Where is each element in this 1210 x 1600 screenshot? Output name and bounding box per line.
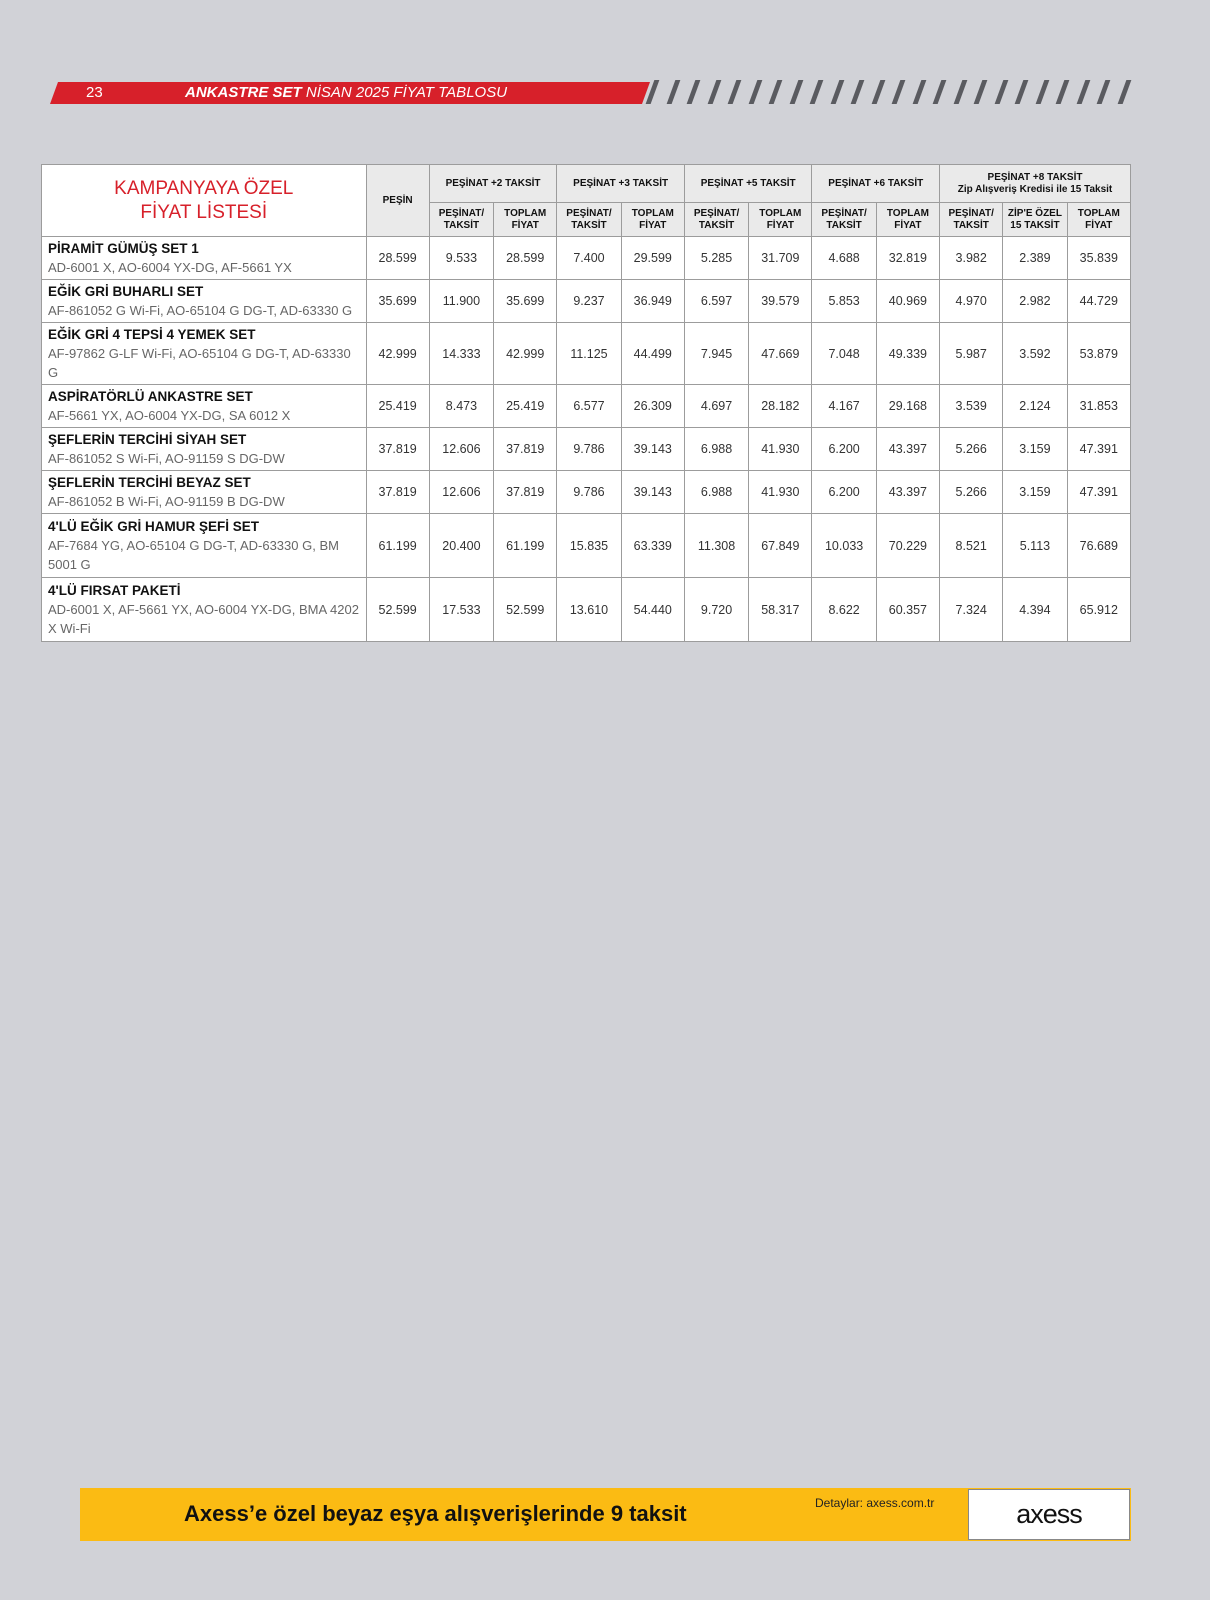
sub-header-zip: ZİP'E ÖZEL 15 TAKSİT: [1003, 203, 1067, 237]
price-cell: 9.720: [684, 578, 748, 642]
price-cell: 20.400: [429, 514, 493, 578]
price-cell: 53.879: [1067, 323, 1130, 385]
slash-mark: [830, 80, 844, 104]
price-cell: 2.124: [1003, 385, 1067, 428]
sub-header-taksit: PEŞİNAT/ TAKSİT: [812, 203, 876, 237]
price-cell: 5.853: [812, 280, 876, 323]
price-cell: 3.159: [1003, 428, 1067, 471]
price-cell: 13.610: [557, 578, 621, 642]
price-cell: 25.419: [494, 385, 557, 428]
axess-banner: [80, 1488, 1131, 1541]
group-header: PEŞİNAT +3 TAKSİT: [557, 165, 685, 203]
price-cell: 5.113: [1003, 514, 1067, 578]
price-cell: 28.182: [749, 385, 812, 428]
price-cell: 25.419: [366, 385, 429, 428]
product-cell: [42, 280, 367, 323]
price-cell: 39.143: [621, 471, 684, 514]
price-cell: 41.930: [749, 471, 812, 514]
price-cell: 10.033: [812, 514, 876, 578]
table-row: [42, 385, 1131, 428]
price-cell: 6.988: [684, 428, 748, 471]
price-cell: 61.199: [494, 514, 557, 578]
price-cell: 2.389: [1003, 237, 1067, 280]
group-header-label: PEŞİNAT +8 TAKSİT: [987, 171, 1083, 183]
price-cell: 41.930: [749, 428, 812, 471]
page-title-rest: NİSAN 2025 FİYAT TABLOSU: [301, 84, 508, 101]
price-cell: 52.599: [494, 578, 557, 642]
slash-mark: [994, 80, 1008, 104]
price-cell: 6.988: [684, 471, 748, 514]
slash-mark: [912, 80, 926, 104]
sub-header-toplam: TOPLAM FİYAT: [494, 203, 557, 237]
price-cell: 4.970: [940, 280, 1003, 323]
price-cell: 26.309: [621, 385, 684, 428]
price-cell: 7.048: [812, 323, 876, 385]
price-cell: 31.709: [749, 237, 812, 280]
product-name: ŞEFLERİN TERCİHİ BEYAZ SET: [48, 475, 251, 490]
price-cell: 47.391: [1067, 471, 1130, 514]
price-cell: 6.200: [812, 428, 876, 471]
price-cell: 11.125: [557, 323, 621, 385]
price-cell: 8.622: [812, 578, 876, 642]
price-cell: 3.159: [1003, 471, 1067, 514]
price-cell: 44.499: [621, 323, 684, 385]
slash-mark: [810, 80, 824, 104]
sub-header-toplam: TOPLAM FİYAT: [876, 203, 939, 237]
sub-header-taksit: PEŞİNAT/ TAKSİT: [940, 203, 1003, 237]
slash-mark: [666, 80, 680, 104]
price-cell: 43.397: [876, 471, 939, 514]
price-cell: 11.308: [684, 514, 748, 578]
table-row: [42, 471, 1131, 514]
price-cell: 42.999: [366, 323, 429, 385]
price-cell: 40.969: [876, 280, 939, 323]
banner-detail-link[interactable]: Detaylar: axess.com.tr: [815, 1496, 935, 1510]
price-cell: 54.440: [621, 578, 684, 642]
price-cell: 9.786: [557, 428, 621, 471]
price-cell: 37.819: [366, 471, 429, 514]
price-cell: 7.324: [940, 578, 1003, 642]
price-cell: 65.912: [1067, 578, 1130, 642]
product-models: AD-6001 X, AO-6004 YX-DG, AF-5661 YX: [48, 260, 292, 275]
slash-mark: [707, 80, 721, 104]
price-cell: 4.394: [1003, 578, 1067, 642]
slash-mark: [933, 80, 947, 104]
product-models: AD-6001 X, AF-5661 YX, AO-6004 YX-DG, BMA 4202 X Wi-Fi: [48, 602, 359, 636]
decorative-slashes: [650, 80, 1160, 106]
price-table: [41, 164, 1131, 642]
price-cell: 60.357: [876, 578, 939, 642]
page-header: [50, 82, 650, 104]
slash-mark: [892, 80, 906, 104]
product-models: AF-97862 G-LF Wi-Fi, AO-65104 G DG-T, AD-63330 G: [48, 346, 351, 380]
price-cell: 44.729: [1067, 280, 1130, 323]
price-cell: 31.853: [1067, 385, 1130, 428]
price-cell: 6.577: [557, 385, 621, 428]
product-name: PİRAMİT GÜMÜŞ SET 1: [48, 241, 199, 256]
axess-logo-text: axess: [1016, 1499, 1082, 1529]
price-cell: 42.999: [494, 323, 557, 385]
table-row: [42, 237, 1131, 280]
product-models: AF-7684 YG, AO-65104 G DG-T, AD-63330 G, BM 5001 G: [48, 538, 339, 572]
price-cell: 7.400: [557, 237, 621, 280]
price-cell: 5.266: [940, 471, 1003, 514]
sub-header-taksit: PEŞİNAT/ TAKSİT: [557, 203, 621, 237]
price-cell: 39.143: [621, 428, 684, 471]
product-models: AF-861052 B Wi-Fi, AO-91159 B DG-DW: [48, 494, 285, 509]
price-cell: 28.599: [494, 237, 557, 280]
product-name: EĞİK GRİ 4 TEPSİ 4 YEMEK SET: [48, 327, 256, 342]
product-cell: [42, 385, 367, 428]
price-cell: 28.599: [366, 237, 429, 280]
price-cell: 76.689: [1067, 514, 1130, 578]
product-cell: [42, 578, 367, 642]
product-cell: [42, 471, 367, 514]
price-cell: 9.786: [557, 471, 621, 514]
product-models: AF-861052 S Wi-Fi, AO-91159 S DG-DW: [48, 451, 285, 466]
price-cell: 14.333: [429, 323, 493, 385]
price-cell: 52.599: [366, 578, 429, 642]
product-name: EĞİK GRİ BUHARLI SET: [48, 284, 204, 299]
page-title-bold: ANKASTRE SET: [185, 84, 302, 101]
col-pesin: PEŞİN: [366, 165, 429, 237]
price-cell: 35.699: [494, 280, 557, 323]
slash-mark: [871, 80, 885, 104]
slash-mark: [748, 80, 762, 104]
price-cell: 12.606: [429, 471, 493, 514]
slash-mark: [1056, 80, 1070, 104]
price-cell: 63.339: [621, 514, 684, 578]
price-cell: 4.697: [684, 385, 748, 428]
product-models: AF-861052 G Wi-Fi, AO-65104 G DG-T, AD-63330 G: [48, 303, 353, 318]
product-cell: [42, 514, 367, 578]
price-cell: 9.533: [429, 237, 493, 280]
table-title-line1: KAMPANYAYA ÖZEL: [114, 177, 294, 199]
price-cell: 39.579: [749, 280, 812, 323]
price-cell: 3.982: [940, 237, 1003, 280]
group-header: PEŞİNAT +2 TAKSİT: [429, 165, 557, 203]
slash-mark: [1076, 80, 1090, 104]
price-cell: 47.669: [749, 323, 812, 385]
product-cell: [42, 237, 367, 280]
group-header: PEŞİNAT +5 TAKSİT: [684, 165, 812, 203]
price-cell: 3.539: [940, 385, 1003, 428]
price-cell: 2.982: [1003, 280, 1067, 323]
price-cell: 36.949: [621, 280, 684, 323]
slash-mark: [1097, 80, 1111, 104]
price-cell: 12.606: [429, 428, 493, 471]
price-cell: 5.266: [940, 428, 1003, 471]
price-cell: 6.200: [812, 471, 876, 514]
slash-mark: [687, 80, 701, 104]
price-cell: 43.397: [876, 428, 939, 471]
product-name: 4'LÜ EĞİK GRİ HAMUR ŞEFİ SET: [48, 519, 259, 534]
table-title: [42, 165, 367, 237]
banner-text: Axess’e özel beyaz eşya alışverişlerinde 9 taksit: [184, 1501, 687, 1526]
product-name: ASPİRATÖRLÜ ANKASTRE SET: [48, 389, 253, 404]
slash-mark: [1117, 80, 1131, 104]
group-header: [940, 165, 1131, 203]
table-row: [42, 514, 1131, 578]
product-cell: [42, 323, 367, 385]
slash-mark: [1035, 80, 1049, 104]
sub-header-taksit: PEŞİNAT/ TAKSİT: [429, 203, 493, 237]
price-cell: 32.819: [876, 237, 939, 280]
slash-mark: [974, 80, 988, 104]
sub-header-toplam: TOPLAM FİYAT: [1067, 203, 1130, 237]
price-cell: 4.688: [812, 237, 876, 280]
slash-mark: [851, 80, 865, 104]
price-cell: 37.819: [494, 471, 557, 514]
price-cell: 29.599: [621, 237, 684, 280]
slash-mark: [769, 80, 783, 104]
product-name: 4'LÜ FIRSAT PAKETİ: [48, 583, 181, 598]
price-cell: 9.237: [557, 280, 621, 323]
sub-header-toplam: TOPLAM FİYAT: [749, 203, 812, 237]
table-row: [42, 578, 1131, 642]
table-title-line2: FİYAT LİSTESİ: [140, 201, 268, 223]
sub-header-taksit: PEŞİNAT/ TAKSİT: [684, 203, 748, 237]
price-cell: 17.533: [429, 578, 493, 642]
table-row: [42, 280, 1131, 323]
price-cell: 61.199: [366, 514, 429, 578]
price-cell: 35.839: [1067, 237, 1130, 280]
price-cell: 67.849: [749, 514, 812, 578]
table-row: [42, 323, 1131, 385]
price-cell: 37.819: [366, 428, 429, 471]
price-cell: 29.168: [876, 385, 939, 428]
table-row: [42, 428, 1131, 471]
slash-mark: [1015, 80, 1029, 104]
axess-logo: [968, 1489, 1130, 1540]
price-cell: 37.819: [494, 428, 557, 471]
price-cell: 3.592: [1003, 323, 1067, 385]
price-cell: 7.945: [684, 323, 748, 385]
price-cell: 8.521: [940, 514, 1003, 578]
price-cell: 15.835: [557, 514, 621, 578]
page-title: [185, 84, 507, 101]
price-cell: 47.391: [1067, 428, 1130, 471]
slash-mark: [728, 80, 742, 104]
price-cell: 6.597: [684, 280, 748, 323]
price-cell: 58.317: [749, 578, 812, 642]
price-cell: 35.699: [366, 280, 429, 323]
price-cell: 49.339: [876, 323, 939, 385]
product-name: ŞEFLERİN TERCİHİ SİYAH SET: [48, 432, 247, 447]
group-header-sub: Zip Alışveriş Kredisi ile 15 Taksit: [957, 183, 1113, 195]
price-cell: 70.229: [876, 514, 939, 578]
slash-mark: [953, 80, 967, 104]
price-cell: 11.900: [429, 280, 493, 323]
price-cell: 8.473: [429, 385, 493, 428]
slash-mark: [789, 80, 803, 104]
price-cell: 5.285: [684, 237, 748, 280]
price-cell: 5.987: [940, 323, 1003, 385]
group-header: PEŞİNAT +6 TAKSİT: [812, 165, 940, 203]
sub-header-toplam: TOPLAM FİYAT: [621, 203, 684, 237]
product-models: AF-5661 YX, AO-6004 YX-DG, SA 6012 X: [48, 408, 291, 423]
page-number: 23: [86, 84, 103, 101]
price-cell: 4.167: [812, 385, 876, 428]
product-cell: [42, 428, 367, 471]
